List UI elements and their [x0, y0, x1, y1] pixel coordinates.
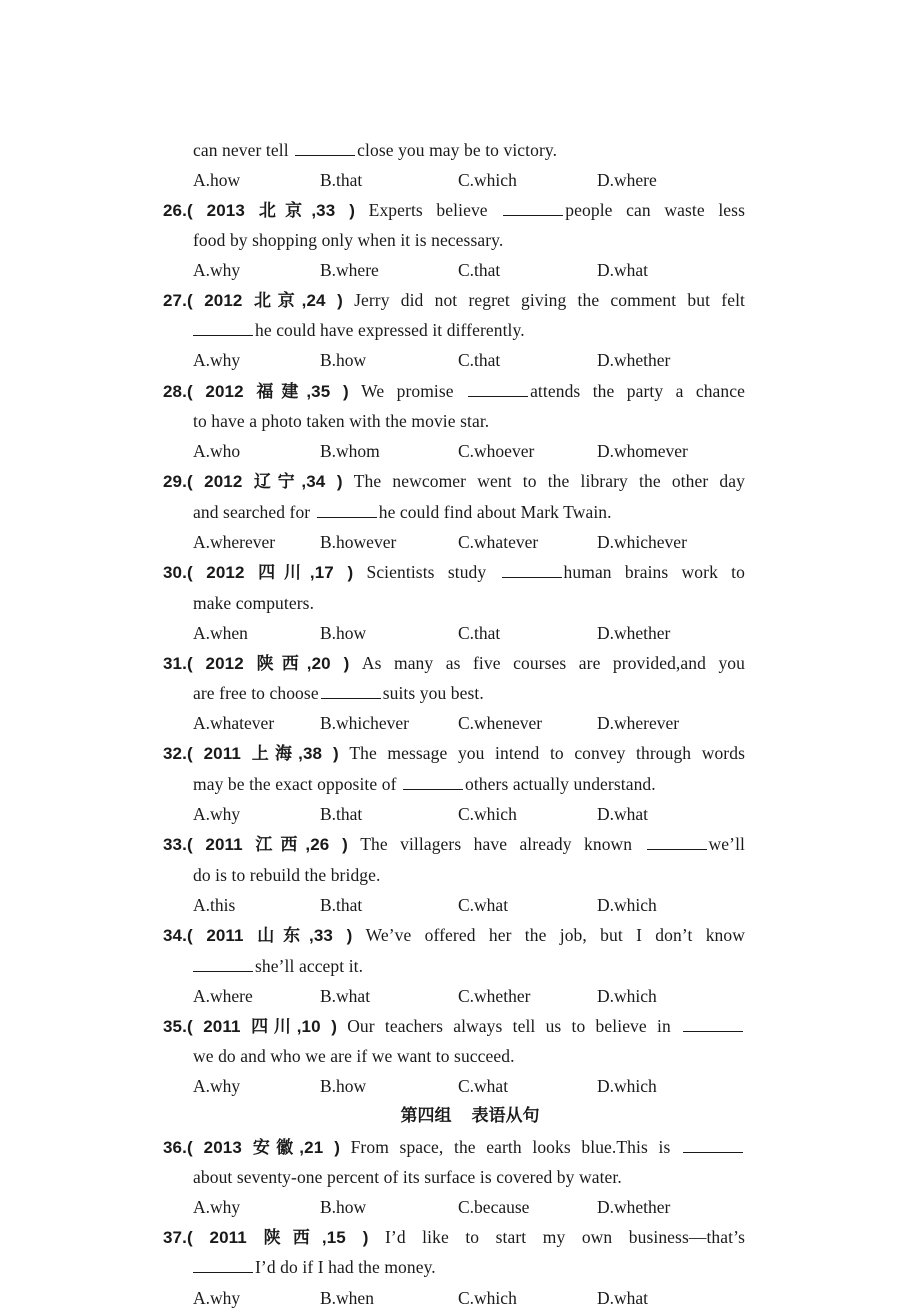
option-a: A.whatever [193, 713, 275, 733]
text: human brains work to [563, 562, 745, 582]
text: The message you intend to convey through words [349, 743, 745, 763]
question-source: ( 2012 陕西,20 ) [186, 654, 350, 673]
answer-blank [683, 1030, 743, 1032]
question-37-options [193, 1283, 753, 1313]
option-b: B.when [320, 1288, 374, 1308]
answer-blank [193, 970, 253, 972]
question-source: ( 2011 陕西,15 ) [186, 1228, 369, 1247]
answer-blank [295, 154, 355, 156]
option-c: C.because [458, 1197, 530, 1217]
question-source: ( 2012 福建,35 ) [186, 382, 349, 401]
question-source: ( 2011 江西,26 ) [186, 835, 348, 854]
question-32-options [193, 799, 753, 829]
option-c: C.which [458, 170, 517, 190]
question-number: 32. [163, 744, 187, 763]
question-26-line-2 [193, 225, 745, 255]
question-31-line-1 [163, 648, 745, 678]
option-d: D.whether [597, 1197, 671, 1217]
question-30-line-1 [163, 557, 745, 587]
option-a: A.where [193, 986, 253, 1006]
answer-blank [502, 576, 562, 578]
option-b: B.that [320, 170, 363, 190]
option-b: B.that [320, 804, 363, 824]
question-27-line-2 [193, 315, 745, 345]
text: people can waste less [565, 200, 745, 220]
question-25-options [193, 165, 753, 195]
text: food by shopping only when it is necessary. [193, 230, 504, 250]
question-number: 36. [163, 1138, 187, 1157]
question-33-options [193, 890, 753, 920]
option-b: B.how [320, 1076, 367, 1096]
question-35-line-1 [163, 1011, 745, 1041]
option-a: A.why [193, 1288, 241, 1308]
answer-blank [683, 1151, 743, 1153]
text: make computers. [193, 593, 315, 613]
question-number: 27. [163, 291, 187, 310]
text: As many as five courses are provided,and you [361, 653, 746, 673]
text: may be the exact opposite of [193, 774, 401, 794]
option-c: C.what [458, 1076, 509, 1096]
option-b: B.how [320, 623, 367, 643]
option-a: A.how [193, 170, 241, 190]
question-31-line-2 [193, 678, 745, 708]
text: to have a photo taken with the movie star. [193, 411, 490, 431]
question-26-options [193, 255, 753, 285]
question-28-line-1 [163, 376, 745, 406]
option-d: D.whomever [597, 441, 688, 461]
question-34-options [193, 981, 753, 1011]
question-32-line-2 [193, 769, 745, 799]
question-30-options [193, 618, 753, 648]
question-33-line-2 [193, 860, 745, 890]
question-37-line-2 [193, 1252, 745, 1282]
option-b: B.what [320, 986, 371, 1006]
option-c: C.which [458, 1288, 517, 1308]
answer-blank [321, 697, 381, 699]
text: Scientists study [366, 562, 500, 582]
text: she’ll accept it. [255, 956, 364, 976]
question-29-options [193, 527, 753, 557]
question-number: 33. [163, 835, 187, 854]
option-c: C.whenever [458, 713, 543, 733]
option-d: D.which [597, 895, 657, 915]
question-source: ( 2012 北京,24 ) [186, 291, 343, 310]
question-25-line-2 [193, 135, 745, 165]
answer-blank [468, 395, 528, 397]
question-33-line-1 [163, 829, 745, 859]
question-source: ( 2012 四川,17 ) [186, 563, 354, 582]
question-36-line-2 [193, 1162, 745, 1192]
option-c: C.whoever [458, 441, 535, 461]
option-a: A.wherever [193, 532, 276, 552]
question-source: ( 2012 辽宁,34 ) [186, 472, 343, 491]
answer-blank [503, 214, 563, 216]
question-number: 35. [163, 1017, 187, 1036]
question-source: ( 2013 北京,33 ) [186, 201, 356, 220]
text: From space, the earth looks blue.This is [350, 1137, 682, 1157]
text: are free to choose [193, 683, 319, 703]
question-number: 26. [163, 201, 187, 220]
option-d: D.whichever [597, 532, 687, 552]
section-title: 表语从句 [471, 1106, 540, 1126]
option-a: A.why [193, 1197, 241, 1217]
question-34-line-2 [193, 951, 745, 981]
text: do is to rebuild the bridge. [193, 865, 381, 885]
question-35-line-2 [193, 1041, 745, 1071]
question-number: 31. [163, 654, 187, 673]
question-31-options [193, 708, 753, 738]
question-29-line-1 [163, 466, 745, 496]
answer-blank [193, 334, 253, 336]
option-d: D.where [597, 170, 657, 190]
option-b: B.whichever [320, 713, 409, 733]
text: he could have expressed it differently. [255, 320, 525, 340]
option-b: B.that [320, 895, 363, 915]
section-group: 第四组 [400, 1106, 452, 1126]
question-number: 29. [163, 472, 187, 491]
option-b: B.however [320, 532, 397, 552]
question-source: ( 2011 上海,38 ) [186, 744, 339, 763]
option-a: A.why [193, 804, 241, 824]
text: and searched for [193, 502, 315, 522]
text: close you may be to victory. [357, 140, 558, 160]
option-d: D.what [597, 260, 649, 280]
text: others actually understand. [464, 774, 656, 794]
option-d: D.wherever [597, 713, 680, 733]
text: suits you best. [382, 683, 484, 703]
question-32-line-1 [163, 738, 745, 768]
option-a: A.why [193, 350, 241, 370]
section-heading [0, 1101, 920, 1131]
question-number: 37. [163, 1228, 187, 1247]
option-b: B.whom [320, 441, 380, 461]
question-26-line-1 [163, 195, 745, 225]
option-c: C.which [458, 804, 517, 824]
option-b: B.how [320, 350, 367, 370]
option-d: D.which [597, 1076, 657, 1096]
option-c: C.that [458, 350, 501, 370]
question-28-line-2 [193, 406, 745, 436]
option-a: A.this [193, 895, 236, 915]
text: We’ve offered her the job, but I don’t know [365, 925, 745, 945]
option-d: D.which [597, 986, 657, 1006]
option-b: B.how [320, 1197, 367, 1217]
option-a: A.why [193, 260, 241, 280]
option-a: A.why [193, 1076, 241, 1096]
question-37-line-1 [163, 1222, 745, 1252]
option-d: D.whether [597, 350, 671, 370]
question-number: 34. [163, 926, 187, 945]
question-number: 30. [163, 563, 187, 582]
answer-blank [193, 1271, 253, 1273]
option-c: C.whatever [458, 532, 539, 552]
text: Jerry did not regret giving the comment but felt [354, 290, 745, 310]
text: I’d do if I had the money. [255, 1257, 436, 1277]
question-30-line-2 [193, 588, 745, 618]
text: Experts believe [368, 200, 502, 220]
question-28-options [193, 436, 753, 466]
text: We promise [361, 381, 467, 401]
question-36-options [193, 1192, 753, 1222]
option-a: A.who [193, 441, 241, 461]
text: The villagers have already known [360, 834, 645, 854]
text: Our teachers always tell us to believe in [347, 1016, 681, 1036]
question-29-line-2 [193, 497, 745, 527]
option-b: B.where [320, 260, 379, 280]
option-d: D.what [597, 1288, 649, 1308]
question-number: 28. [163, 382, 187, 401]
option-d: D.whether [597, 623, 671, 643]
answer-blank [403, 788, 463, 790]
answer-blank [647, 848, 707, 850]
answer-blank [317, 516, 377, 518]
question-source: ( 2011 山东,33 ) [186, 926, 353, 945]
text: I’d like to start my own business—that’s [384, 1227, 745, 1247]
text: attends the party a chance [530, 381, 745, 401]
question-36-line-1 [163, 1132, 745, 1162]
question-source: ( 2011 四川,10 ) [186, 1017, 337, 1036]
text: we’ll [708, 834, 745, 854]
text: can never tell [193, 140, 294, 160]
question-27-options [193, 345, 753, 375]
option-c: C.that [458, 260, 501, 280]
text: he could find about Mark Twain. [378, 502, 612, 522]
option-c: C.that [458, 623, 501, 643]
question-34-line-1 [163, 920, 745, 950]
question-27-line-1 [163, 285, 745, 315]
option-c: C.what [458, 895, 509, 915]
option-a: A.when [193, 623, 248, 643]
text: about seventy-one percent of its surface is covered by water. [193, 1167, 622, 1187]
option-c: C.whether [458, 986, 531, 1006]
text: The newcomer went to the library the other day [353, 471, 745, 491]
text: we do and who we are if we want to succeed. [193, 1046, 515, 1066]
option-d: D.what [597, 804, 649, 824]
question-35-options [193, 1071, 753, 1101]
question-source: ( 2013 安徽,21 ) [186, 1138, 340, 1157]
